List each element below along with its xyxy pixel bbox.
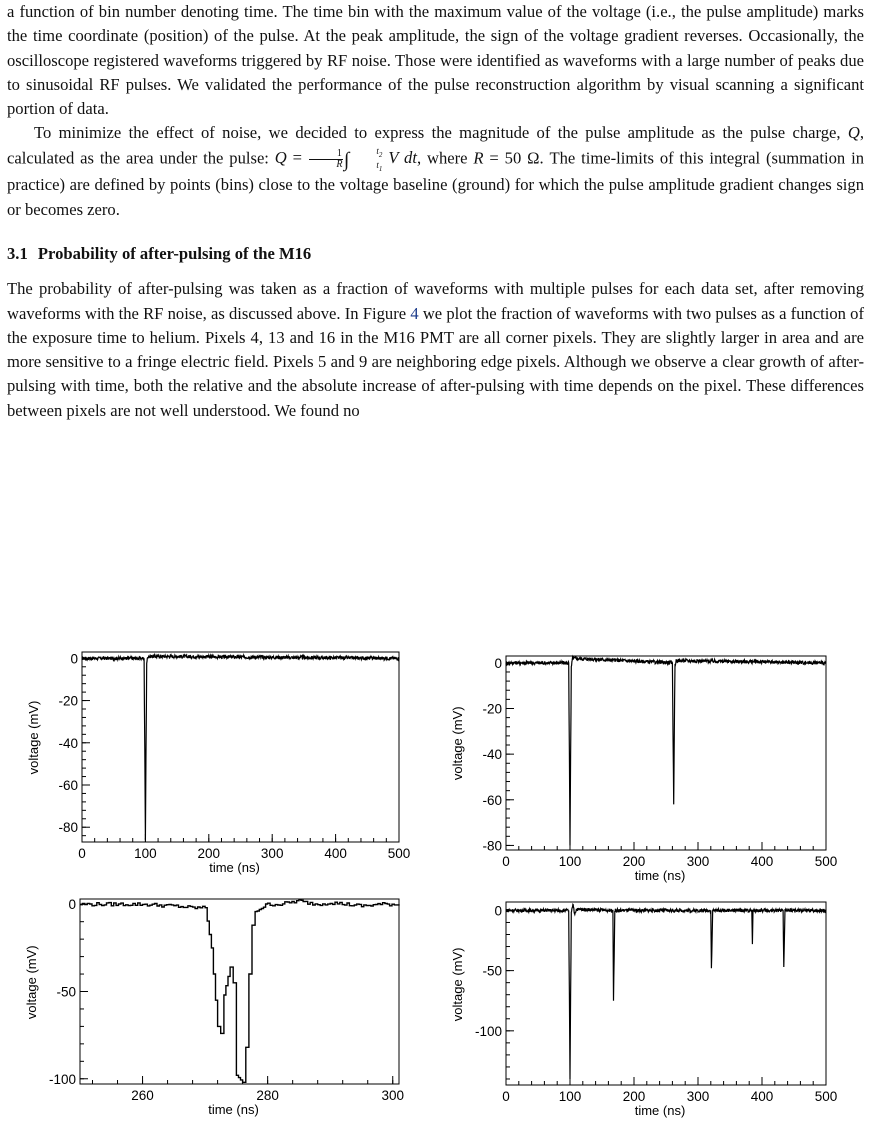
y-tick-label: 0 bbox=[70, 651, 78, 667]
plot-frame bbox=[80, 899, 399, 1084]
paragraph-1: a function of bin number denoting time. The time bin with the maximum value of the voltage (i.e., the pulse amplitude) marks the time coordinate (position) of the pulse. At the peak amplitude, the sign of the voltage gradient reverses. Occasionally, the oscilloscope registered waveforms triggered by RF noise. Those were identified as waveforms with a large number of peaks due to sinusoidal RF pulses. We validated the performance of the pulse reconstruction algorithm by visual scanning a significant portion of data. bbox=[7, 2, 864, 119]
waveform-line bbox=[80, 900, 399, 1083]
waveform-line bbox=[82, 655, 399, 840]
x-tick-label: 200 bbox=[197, 846, 221, 861]
x-tick-label: 0 bbox=[502, 854, 510, 869]
body-text bbox=[7, 0, 864, 423]
y-tick-label: -50 bbox=[482, 963, 502, 979]
resistance-symbol: R bbox=[473, 148, 484, 168]
paragraph-2-part-b: , calculated as the area under the pulse: bbox=[7, 123, 864, 168]
y-tick-label: -100 bbox=[48, 1071, 76, 1087]
formula-fraction bbox=[309, 149, 343, 170]
x-tick-label: 300 bbox=[686, 854, 710, 869]
formula-q: Q bbox=[274, 148, 287, 168]
paragraph-3-part-a: The probability of after-pulsing was taken as a fraction of waveforms with multiple pulses for each data set, after removing waveforms with the RF noise, as discussed above. In Figure bbox=[7, 279, 864, 323]
y-axis-title: voltage (mV) bbox=[26, 700, 41, 775]
x-tick-label: 500 bbox=[387, 846, 411, 861]
y-tick-label: -60 bbox=[482, 792, 502, 808]
x-tick-label: 200 bbox=[622, 1089, 646, 1104]
upper-limit: t bbox=[376, 145, 379, 156]
paragraph-2-part-c: , where bbox=[416, 148, 474, 168]
chart-panel-1 bbox=[26, 651, 410, 875]
x-tick-label: 300 bbox=[260, 846, 284, 861]
x-tick-label: 280 bbox=[256, 1088, 279, 1103]
x-axis-title: time (ns) bbox=[208, 1102, 259, 1117]
y-tick-label: -40 bbox=[482, 747, 502, 763]
formula-eq: = bbox=[292, 148, 303, 168]
y-tick-label: -100 bbox=[474, 1023, 502, 1039]
x-tick-label: 0 bbox=[502, 1089, 510, 1104]
paragraph-3-part-b: we plot the fraction of waveforms with two pulses as a function of the exposure time to helium. Pixels 4, 13 and 16 in the M16 PMT are all corner pixels. They are slightly larger in area and are more sensitive to a fringe electric field. Pixels 5 and 9 are neighboring edge pixels. Although we observe a clear growth of after-pulsing with time, both the relative and the absolute increase of after-pulsing with time depends on the pixel. These differences between pixels are not well understood. We found no bbox=[7, 303, 864, 420]
x-tick-label: 400 bbox=[750, 854, 774, 869]
x-axis-title: time (ns) bbox=[634, 868, 686, 883]
fraction-denominator: R bbox=[336, 159, 343, 171]
x-tick-label: 300 bbox=[686, 1089, 710, 1104]
y-tick-label: -60 bbox=[58, 778, 78, 793]
y-tick-label: 0 bbox=[494, 655, 502, 671]
x-tick-label: 100 bbox=[558, 1089, 582, 1104]
x-tick-label: 500 bbox=[814, 1089, 838, 1104]
y-tick-label: -40 bbox=[58, 735, 78, 751]
x-tick-label: 400 bbox=[750, 1089, 774, 1104]
x-tick-label: 200 bbox=[622, 854, 646, 869]
figure-waveforms bbox=[0, 640, 871, 1126]
charge-symbol: Q bbox=[847, 123, 860, 143]
x-tick-label: 500 bbox=[814, 854, 838, 869]
waveform-line bbox=[506, 904, 826, 1079]
y-tick-label: -80 bbox=[482, 838, 502, 854]
x-tick-label: 400 bbox=[324, 846, 347, 861]
chart-panel-2 bbox=[450, 656, 837, 883]
plot-frame bbox=[506, 902, 826, 1085]
x-axis-title: time (ns) bbox=[634, 1103, 686, 1118]
integral-sign: ∫ bbox=[343, 149, 350, 172]
lower-limit-sub: 1 bbox=[378, 164, 383, 173]
integral-limits bbox=[349, 146, 382, 174]
x-tick-label: 300 bbox=[381, 1088, 405, 1103]
waveform-panels bbox=[0, 640, 871, 1126]
section-number: 3.1 bbox=[7, 243, 28, 263]
waveform-line bbox=[506, 657, 826, 846]
y-axis-title: voltage (mV) bbox=[450, 947, 465, 1022]
x-tick-label: 100 bbox=[558, 854, 582, 869]
chart-panel-4 bbox=[450, 902, 837, 1118]
y-tick-label: 0 bbox=[68, 897, 76, 913]
y-tick-label: -20 bbox=[482, 701, 502, 717]
x-tick-label: 0 bbox=[78, 846, 86, 861]
section-title: Probability of after-pulsing of the M16 bbox=[37, 243, 312, 263]
charge-formula bbox=[274, 145, 417, 173]
integrand: V dt bbox=[388, 148, 417, 168]
chart-panel-3 bbox=[24, 897, 404, 1117]
paragraph-3 bbox=[7, 277, 864, 423]
fraction-numerator: 1 bbox=[309, 149, 343, 160]
y-axis-title: voltage (mV) bbox=[24, 945, 39, 1020]
upper-limit-sub: 2 bbox=[378, 150, 383, 159]
paragraph-2-part-d: = 50 Ω. The time-limits of this integral (summation in practice) are defined by points (bins) close to the voltage baseline (ground) for which the pulse amplitude gradient changes sign or becomes zero. bbox=[7, 148, 865, 219]
y-tick-label: 0 bbox=[494, 903, 502, 919]
y-axis-title: voltage (mV) bbox=[450, 706, 465, 781]
y-tick-label: -50 bbox=[56, 984, 76, 1000]
plot-frame bbox=[82, 652, 399, 842]
x-axis-title: time (ns) bbox=[209, 860, 260, 875]
y-tick-label: -20 bbox=[58, 693, 78, 709]
x-tick-label: 260 bbox=[131, 1088, 154, 1103]
x-tick-label: 100 bbox=[134, 846, 157, 861]
paragraph-2 bbox=[7, 121, 864, 221]
plot-frame bbox=[506, 656, 826, 850]
y-tick-label: -80 bbox=[58, 820, 78, 836]
lower-limit: t bbox=[376, 159, 379, 170]
figure-reference-link[interactable]: 4 bbox=[410, 303, 419, 323]
section-heading bbox=[7, 242, 864, 266]
paragraph-2-part-a: To minimize the effect of noise, we decided to express the magnitude of the pulse amplitude as the pulse charge, bbox=[34, 123, 848, 143]
